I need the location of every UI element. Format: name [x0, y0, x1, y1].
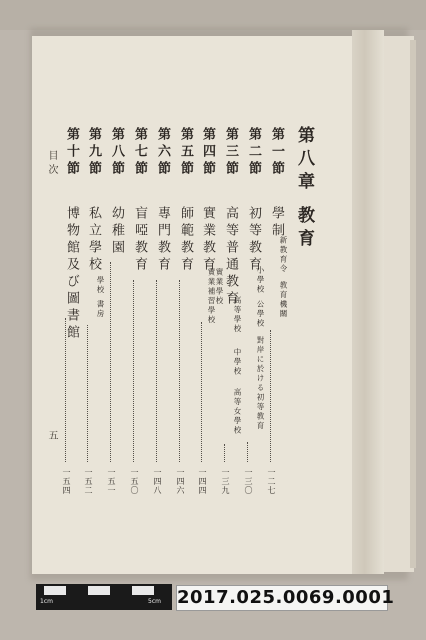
section-subtopic: 高等女學校	[233, 388, 242, 436]
leader-dots	[65, 318, 66, 462]
archive-id-label: 2017.025.0069.0001	[176, 585, 388, 611]
section-subtopic: 學校	[96, 276, 105, 295]
scale-segment	[44, 586, 66, 595]
leader-dots	[87, 325, 88, 462]
page-number: 一四六	[176, 468, 185, 495]
section-number: 第十節	[64, 127, 79, 178]
section-subtopic: 書房	[96, 300, 105, 319]
section-number: 第四節	[200, 127, 215, 178]
section-subtopic: 中學校	[233, 348, 242, 377]
facing-page-edge	[410, 40, 416, 568]
section-title: 初等教育	[246, 206, 261, 274]
leader-dots	[247, 442, 248, 462]
running-head: 目次	[46, 150, 57, 178]
scale-label-right: 5cm	[148, 598, 161, 605]
section-title: 私立學校	[86, 206, 101, 274]
section-number: 第二節	[246, 127, 261, 178]
book-gutter	[352, 30, 384, 574]
chapter-subtitle: 教育	[294, 206, 314, 252]
section-title: 師範教育	[178, 206, 193, 274]
chapter-title: 第八章	[294, 126, 314, 195]
page-number: 一五四	[62, 468, 71, 495]
scale-segment	[132, 586, 154, 595]
leader-dots	[156, 280, 157, 462]
section-subtopic: 實業補習學校	[207, 268, 216, 325]
scale-bar	[36, 584, 172, 610]
leader-dots	[110, 262, 111, 462]
section-subtopic: 新教育令	[279, 236, 288, 274]
section-subtopic: 高等學校	[233, 296, 242, 334]
leader-dots	[201, 322, 202, 462]
section-number: 第五節	[178, 127, 193, 178]
page-number: 一三〇	[244, 468, 253, 495]
section-subtopic: 教育機關	[279, 281, 288, 319]
section-title: 高等普通教育	[223, 206, 238, 308]
section-number: 第三節	[223, 127, 238, 178]
section-subtopic: 小學校	[256, 266, 265, 295]
section-number: 第一節	[269, 127, 284, 178]
section-subtopic: 公學校	[256, 300, 265, 329]
section-number: 第八節	[109, 127, 124, 178]
section-title: 專門教育	[155, 206, 170, 274]
section-number: 第六節	[155, 127, 170, 178]
section-number: 第九節	[86, 127, 101, 178]
page-number: 一四四	[198, 468, 207, 495]
leader-dots	[224, 444, 225, 462]
section-title: 博物館及び圖書館	[64, 206, 79, 342]
section-number: 第七節	[132, 127, 147, 178]
folio-page-number: 五	[46, 430, 57, 440]
page-number: 一三九	[221, 468, 230, 495]
section-title: 實業教育	[200, 206, 215, 274]
page-number: 一五一	[107, 468, 116, 495]
scale-label-left: 1cm	[40, 598, 53, 605]
background	[0, 0, 426, 30]
section-title: 盲啞教育	[132, 206, 147, 274]
page-number: 一五二	[84, 468, 93, 495]
scale-segment	[88, 586, 110, 595]
section-subtopic: 實業學校	[215, 268, 224, 306]
section-subtopic: 對岸に於ける初等教育	[256, 336, 265, 431]
leader-dots	[179, 280, 180, 462]
section-title: 學制	[269, 206, 284, 240]
leader-dots	[270, 330, 271, 462]
page-number: 一二七	[267, 468, 276, 495]
section-title: 幼稚園	[109, 206, 124, 257]
page-number: 一五〇	[130, 468, 139, 495]
page-number: 一四八	[153, 468, 162, 495]
leader-dots	[133, 280, 134, 462]
